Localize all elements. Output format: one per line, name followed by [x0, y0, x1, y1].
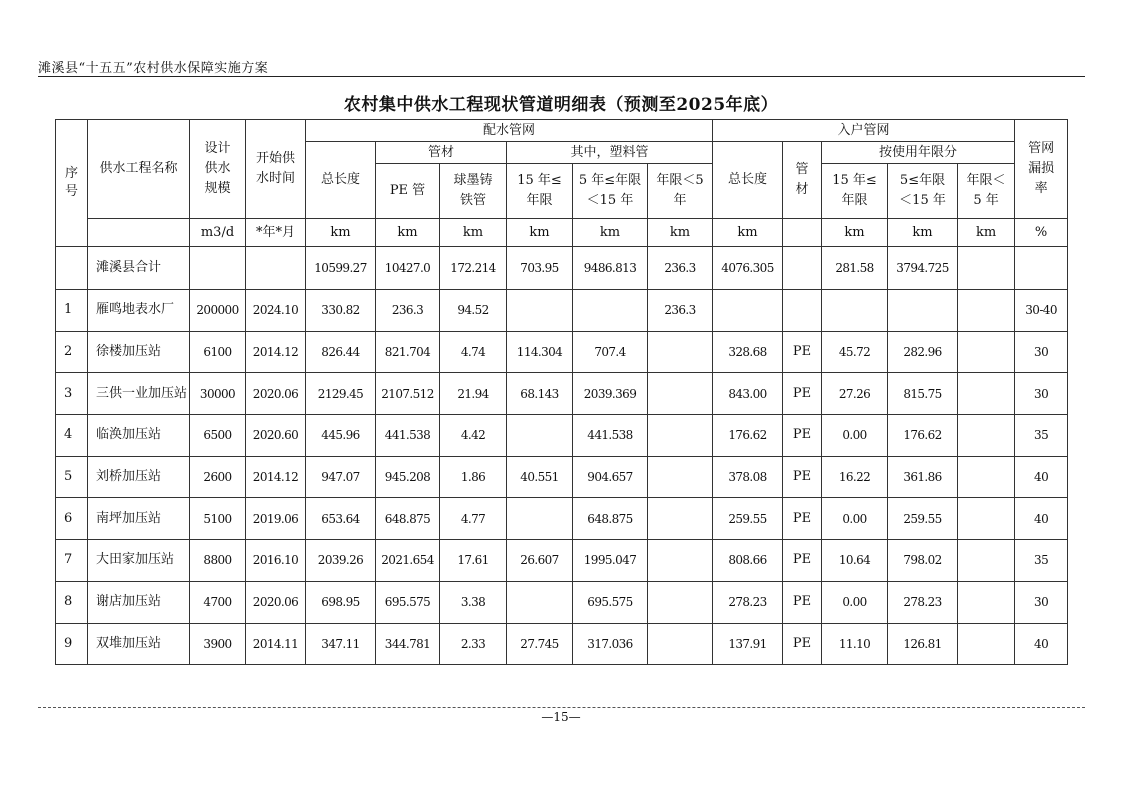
total-d-total: 10599.27: [306, 247, 376, 290]
cell-h-total: 176.62: [713, 415, 783, 457]
cell-h-material: PE: [783, 540, 822, 582]
total-h-ge15: 281.58: [822, 247, 888, 290]
col-household-age-5to15-header: 5≤年限＜15 年: [888, 164, 958, 219]
cell-d-total: 2129.45: [306, 373, 376, 415]
total-d-ductile: 172.214: [440, 247, 507, 290]
cell-name: 南坪加压站: [88, 498, 190, 540]
cell-seq: 7: [56, 540, 88, 582]
cell-d-lt5: [648, 623, 713, 665]
cell-capacity: 2600: [190, 456, 246, 498]
cell-d-ductile: 4.42: [440, 415, 507, 457]
cell-leak: 40: [1015, 498, 1068, 540]
cell-d-ge15: 27.745: [507, 623, 573, 665]
cell-h-ge15: 10.64: [822, 540, 888, 582]
cell-seq: 6: [56, 498, 88, 540]
unit-percent: %: [1015, 219, 1068, 247]
cell-h-material: PE: [783, 415, 822, 457]
cell-d-5to15: 317.036: [573, 623, 648, 665]
household-network-header: 入户管网: [713, 120, 1015, 142]
cell-h-5to15: 259.55: [888, 498, 958, 540]
cell-h-total: 278.23: [713, 581, 783, 623]
cell-h-material: PE: [783, 581, 822, 623]
col-seq-header: 序号: [56, 120, 88, 247]
cell-d-ductile: 94.52: [440, 290, 507, 332]
cell-d-5to15: 1995.047: [573, 540, 648, 582]
cell-h-material: PE: [783, 331, 822, 373]
cell-capacity: 3900: [190, 623, 246, 665]
cell-d-total: 826.44: [306, 331, 376, 373]
table-row: [56, 498, 1068, 540]
col-age-5to15-header: 5 年≤年限＜15 年: [573, 164, 648, 219]
page-number: —15—: [541, 710, 581, 724]
cell-h-ge15: 0.00: [822, 415, 888, 457]
cell-d-total: 445.96: [306, 415, 376, 457]
cell-d-pe: 2021.654: [376, 540, 440, 582]
cell-h-5to15: 176.62: [888, 415, 958, 457]
cell-d-ge15: [507, 581, 573, 623]
col-material-group-header: 管材: [376, 142, 507, 164]
distribution-network-header: 配水管网: [306, 120, 713, 142]
cell-d-ge15: 40.551: [507, 456, 573, 498]
col-pe-header: PE 管: [376, 164, 440, 219]
cell-d-pe: 236.3: [376, 290, 440, 332]
cell-name: 雁鸣地表水厂: [88, 290, 190, 332]
cell-d-ductile: 17.61: [440, 540, 507, 582]
total-d-lt5: 236.3: [648, 247, 713, 290]
cell-h-ge15: 27.26: [822, 373, 888, 415]
cell-h-total: 328.68: [713, 331, 783, 373]
cell-h-5to15: [888, 290, 958, 332]
cell-seq: 1: [56, 290, 88, 332]
cell-d-total: 2039.26: [306, 540, 376, 582]
table-row: [56, 581, 1068, 623]
cell-h-ge15: 0.00: [822, 581, 888, 623]
col-plastic-group-header: 其中，塑料管: [507, 142, 713, 164]
cell-start: 2014.11: [246, 623, 306, 665]
total-h-material-blank: [783, 247, 822, 290]
cell-h-ge15: 0.00: [822, 498, 888, 540]
cell-name: 临涣加压站: [88, 415, 190, 457]
cell-name: 谢店加压站: [88, 581, 190, 623]
col-age-lt5-header: 年限＜5 年: [648, 164, 713, 219]
total-d-ge15: 703.95: [507, 247, 573, 290]
cell-start: 2020.60: [246, 415, 306, 457]
cell-d-pe: 695.575: [376, 581, 440, 623]
unit-material-blank: [783, 219, 822, 247]
cell-d-lt5: [648, 581, 713, 623]
cell-d-ductile: 21.94: [440, 373, 507, 415]
cell-d-lt5: [648, 373, 713, 415]
table-row: [56, 623, 1068, 665]
unit-km: km: [306, 219, 376, 247]
cell-d-ge15: [507, 415, 573, 457]
cell-h-total: 843.00: [713, 373, 783, 415]
cell-start: 2016.10: [246, 540, 306, 582]
cell-name: 双堆加压站: [88, 623, 190, 665]
cell-d-ge15: [507, 498, 573, 540]
cell-h-5to15: 278.23: [888, 581, 958, 623]
cell-d-pe: 441.538: [376, 415, 440, 457]
total-leak-blank: [1015, 247, 1068, 290]
cell-start: 2019.06: [246, 498, 306, 540]
cell-leak: 30: [1015, 581, 1068, 623]
cell-h-lt5: [958, 540, 1015, 582]
cell-d-ductile: 3.38: [440, 581, 507, 623]
cell-seq: 9: [56, 623, 88, 665]
cell-leak: 35: [1015, 540, 1068, 582]
cell-h-total: 259.55: [713, 498, 783, 540]
total-name: 滩溪县合计: [88, 247, 190, 290]
cell-d-5to15: [573, 290, 648, 332]
cell-capacity: 6100: [190, 331, 246, 373]
cell-d-pe: 2107.512: [376, 373, 440, 415]
col-ductile-header: 球墨铸铁管: [440, 164, 507, 219]
pipe-detail-table: [55, 119, 1068, 665]
col-household-total-length-header: 总长度: [713, 142, 783, 219]
cell-leak: 30: [1015, 373, 1068, 415]
cell-start: 2014.12: [246, 331, 306, 373]
cell-h-5to15: 815.75: [888, 373, 958, 415]
unit-name-blank: [88, 219, 190, 247]
total-row: [56, 247, 1068, 290]
cell-d-lt5: [648, 331, 713, 373]
cell-start: 2024.10: [246, 290, 306, 332]
cell-h-material: PE: [783, 456, 822, 498]
cell-d-5to15: 707.4: [573, 331, 648, 373]
unit-time: *年*月: [246, 219, 306, 247]
cell-h-5to15: 126.81: [888, 623, 958, 665]
cell-d-5to15: 441.538: [573, 415, 648, 457]
cell-leak: 30: [1015, 331, 1068, 373]
cell-seq: 5: [56, 456, 88, 498]
unit-km: km: [888, 219, 958, 247]
cell-h-material: PE: [783, 623, 822, 665]
total-h-5to15: 3794.725: [888, 247, 958, 290]
cell-h-5to15: 361.86: [888, 456, 958, 498]
col-household-age-lt5-header: 年限＜5 年: [958, 164, 1015, 219]
cell-seq: 8: [56, 581, 88, 623]
total-d-5to15: 9486.813: [573, 247, 648, 290]
cell-d-5to15: 2039.369: [573, 373, 648, 415]
cell-d-total: 347.11: [306, 623, 376, 665]
cell-h-total: 137.91: [713, 623, 783, 665]
cell-capacity: 5100: [190, 498, 246, 540]
cell-capacity: 6500: [190, 415, 246, 457]
cell-leak: 30-40: [1015, 290, 1068, 332]
table-row: [56, 331, 1068, 373]
running-header: 滩溪县“十五五”农村供水保障实施方案: [38, 61, 269, 76]
cell-capacity: 8800: [190, 540, 246, 582]
cell-d-pe: 648.875: [376, 498, 440, 540]
unit-km: km: [507, 219, 573, 247]
cell-h-material: [783, 290, 822, 332]
unit-capacity: m3/d: [190, 219, 246, 247]
cell-name: 刘桥加压站: [88, 456, 190, 498]
cell-h-lt5: [958, 415, 1015, 457]
cell-d-ductile: 4.74: [440, 331, 507, 373]
cell-h-material: PE: [783, 373, 822, 415]
col-age-ge15-header: 15 年≤年限: [507, 164, 573, 219]
cell-h-ge15: 45.72: [822, 331, 888, 373]
cell-d-ductile: 1.86: [440, 456, 507, 498]
col-household-age-ge15-header: 15 年≤年限: [822, 164, 888, 219]
cell-d-pe: 344.781: [376, 623, 440, 665]
cell-d-lt5: [648, 456, 713, 498]
cell-d-5to15: 695.575: [573, 581, 648, 623]
cell-start: 2020.06: [246, 373, 306, 415]
cell-d-total: 653.64: [306, 498, 376, 540]
cell-h-total: 808.66: [713, 540, 783, 582]
cell-h-5to15: 798.02: [888, 540, 958, 582]
unit-km: km: [958, 219, 1015, 247]
cell-d-total: 947.07: [306, 456, 376, 498]
cell-d-lt5: [648, 540, 713, 582]
cell-d-total: 698.95: [306, 581, 376, 623]
cell-d-ge15: 26.607: [507, 540, 573, 582]
cell-d-lt5: [648, 498, 713, 540]
table-row: [56, 290, 1068, 332]
cell-d-5to15: 648.875: [573, 498, 648, 540]
cell-seq: 3: [56, 373, 88, 415]
cell-h-lt5: [958, 373, 1015, 415]
cell-d-lt5: 236.3: [648, 290, 713, 332]
table-row: [56, 456, 1068, 498]
cell-name: 大田家加压站: [88, 540, 190, 582]
cell-h-lt5: [958, 331, 1015, 373]
col-capacity-header: 设计供水规模: [190, 120, 246, 219]
table-row: [56, 373, 1068, 415]
cell-h-lt5: [958, 498, 1015, 540]
cell-h-lt5: [958, 623, 1015, 665]
total-seq-blank: [56, 247, 88, 290]
header-rule: [38, 76, 1085, 77]
col-name-header: 供水工程名称: [88, 120, 190, 219]
table-row: [56, 415, 1068, 457]
unit-km: km: [822, 219, 888, 247]
unit-km: km: [573, 219, 648, 247]
cell-h-ge15: 16.22: [822, 456, 888, 498]
cell-name: 徐楼加压站: [88, 331, 190, 373]
total-start-blank: [246, 247, 306, 290]
cell-d-pe: 821.704: [376, 331, 440, 373]
cell-seq: 2: [56, 331, 88, 373]
cell-d-ge15: 114.304: [507, 331, 573, 373]
cell-h-ge15: [822, 290, 888, 332]
total-capacity-blank: [190, 247, 246, 290]
cell-leak: 40: [1015, 456, 1068, 498]
cell-leak: 40: [1015, 623, 1068, 665]
cell-h-ge15: 11.10: [822, 623, 888, 665]
total-d-pe: 10427.0: [376, 247, 440, 290]
total-h-total: 4076.305: [713, 247, 783, 290]
unit-km: km: [440, 219, 507, 247]
col-start-time-header: 开始供水时间: [246, 120, 306, 219]
cell-d-ductile: 2.33: [440, 623, 507, 665]
table-row: [56, 540, 1068, 582]
cell-h-lt5: [958, 456, 1015, 498]
cell-d-pe: 945.208: [376, 456, 440, 498]
col-total-length-header: 总长度: [306, 142, 376, 219]
cell-capacity: 4700: [190, 581, 246, 623]
col-household-age-group-header: 按使用年限分: [822, 142, 1015, 164]
cell-d-total: 330.82: [306, 290, 376, 332]
cell-d-5to15: 904.657: [573, 456, 648, 498]
cell-h-5to15: 282.96: [888, 331, 958, 373]
cell-d-ge15: [507, 290, 573, 332]
footer-rule: [38, 707, 1085, 708]
unit-km: km: [713, 219, 783, 247]
cell-h-total: 378.08: [713, 456, 783, 498]
cell-d-lt5: [648, 415, 713, 457]
unit-km: km: [648, 219, 713, 247]
cell-h-lt5: [958, 290, 1015, 332]
col-leak-header: 管网漏损率: [1015, 120, 1068, 219]
unit-km: km: [376, 219, 440, 247]
cell-h-lt5: [958, 581, 1015, 623]
cell-seq: 4: [56, 415, 88, 457]
cell-capacity: 30000: [190, 373, 246, 415]
page-title: 农村集中供水工程现状管道明细表（预测至2025年底）: [343, 95, 779, 115]
cell-h-total: [713, 290, 783, 332]
total-h-lt5-blank: [958, 247, 1015, 290]
cell-h-material: PE: [783, 498, 822, 540]
cell-leak: 35: [1015, 415, 1068, 457]
cell-capacity: 200000: [190, 290, 246, 332]
cell-start: 2014.12: [246, 456, 306, 498]
cell-d-ductile: 4.77: [440, 498, 507, 540]
cell-d-ge15: 68.143: [507, 373, 573, 415]
cell-name: 三供一业加压站: [88, 373, 190, 415]
cell-start: 2020.06: [246, 581, 306, 623]
col-household-material-header: 管材: [783, 142, 822, 219]
